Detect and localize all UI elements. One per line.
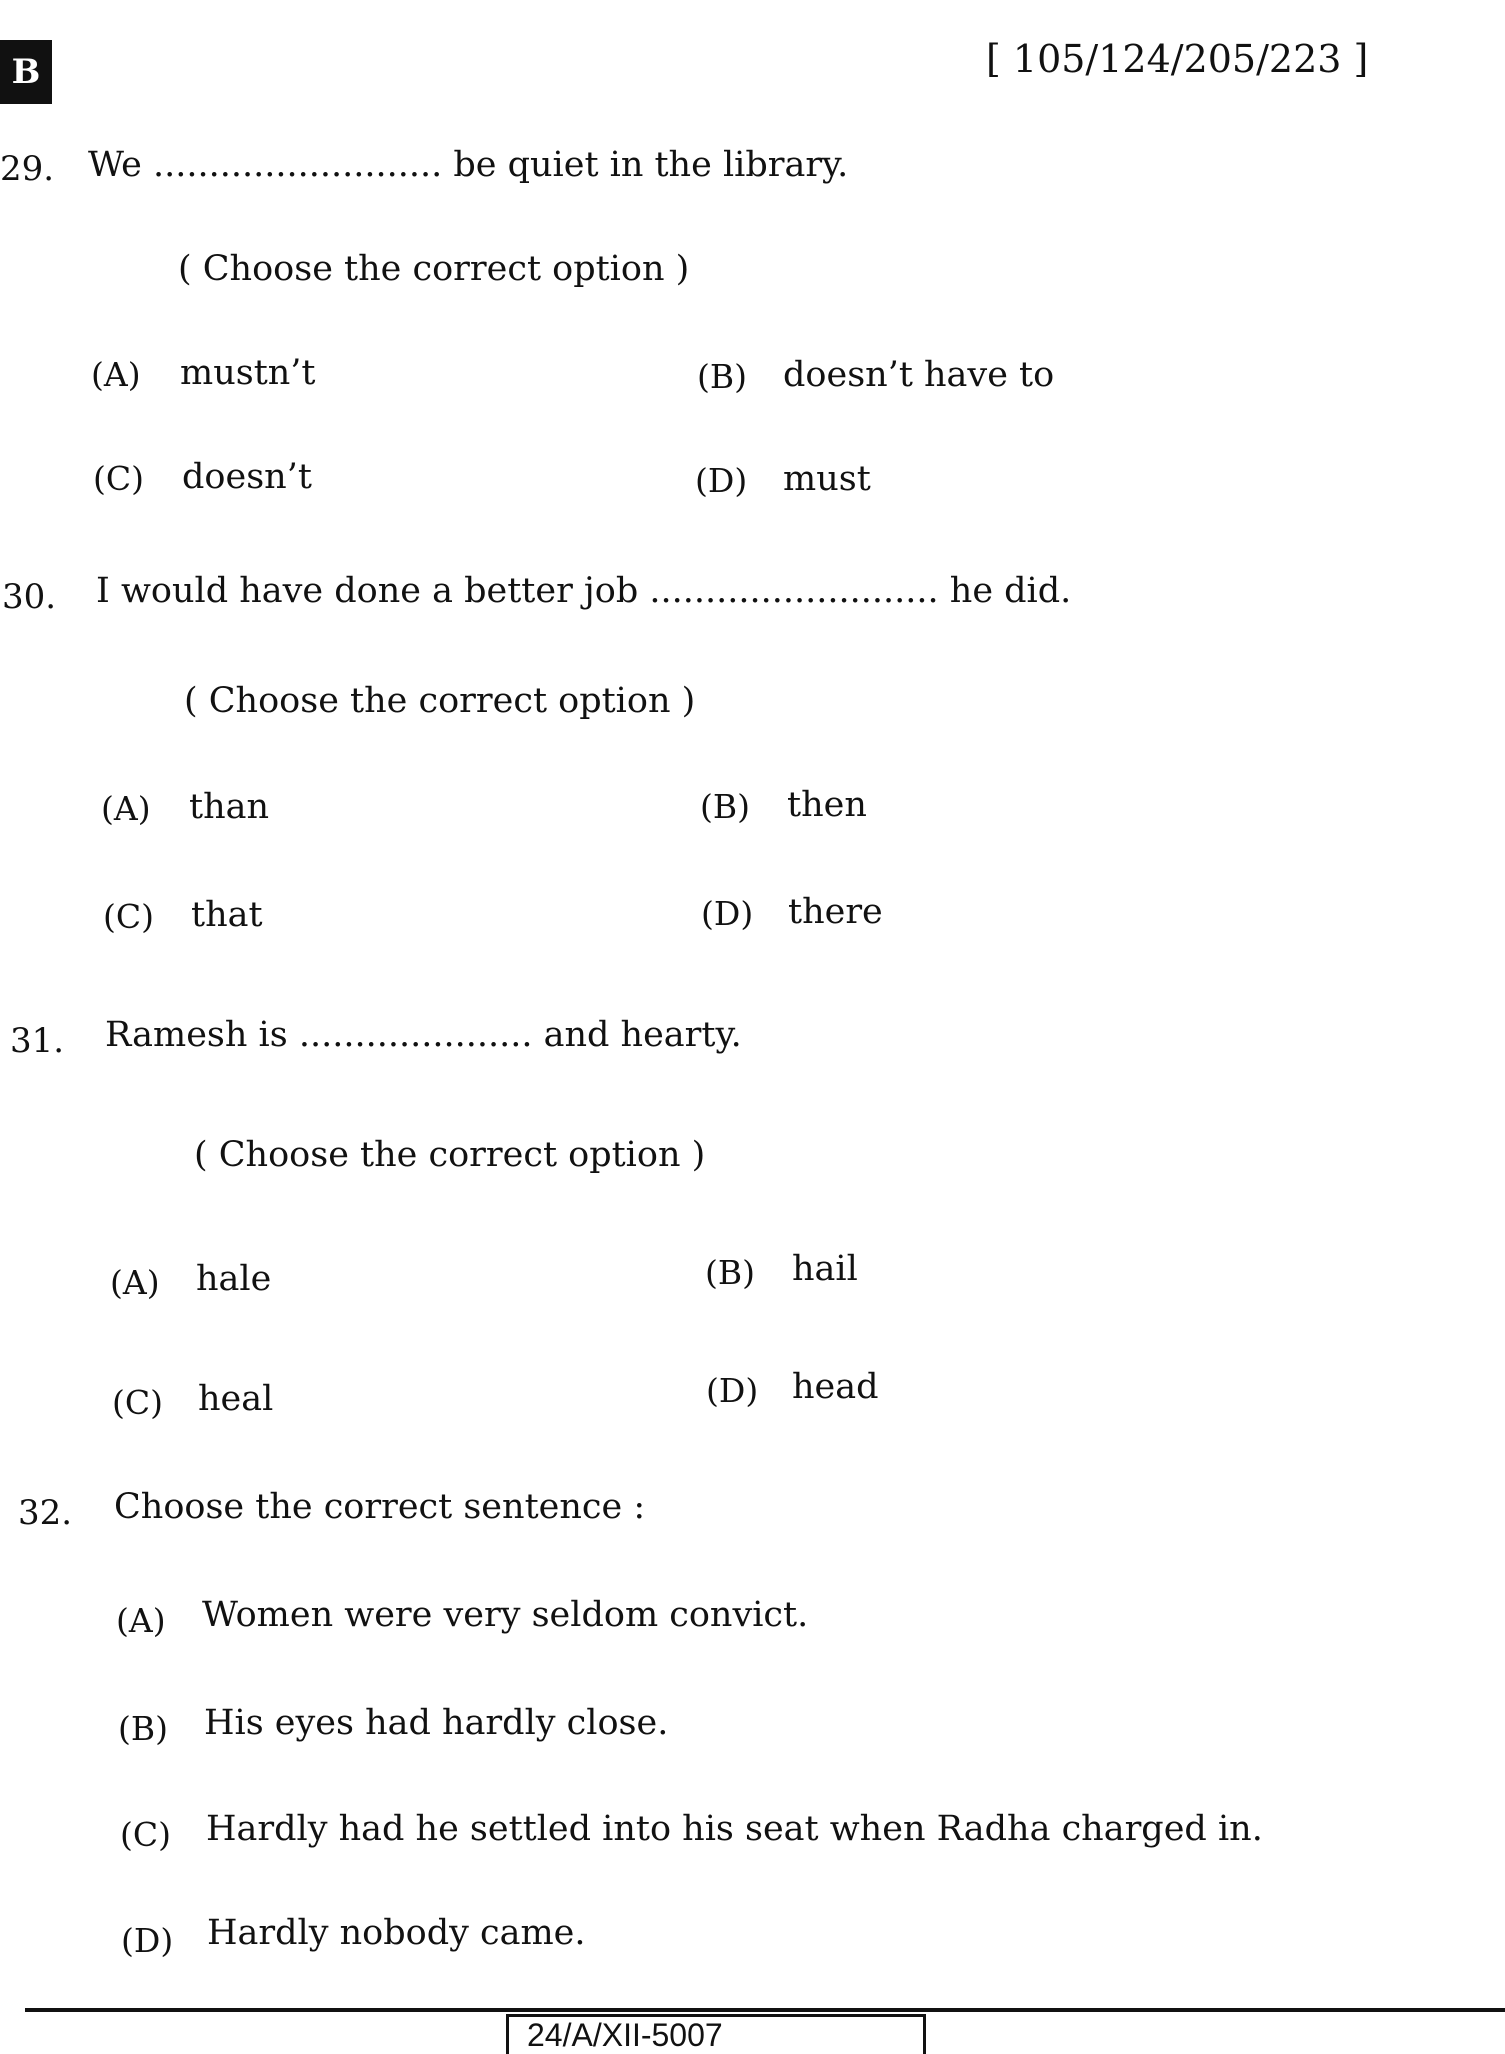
option-text: that xyxy=(191,895,263,935)
option-text: His eyes had hardly close. xyxy=(204,1703,669,1743)
option-text: than xyxy=(189,787,270,827)
option-text: Hardly had he settled into his seat when Radha charged in. xyxy=(206,1809,1263,1849)
option-text: head xyxy=(792,1367,879,1407)
option-label: (A) xyxy=(101,789,151,828)
option-label: (D) xyxy=(121,1921,174,1960)
question-stem: We .......................... be quiet in the library. xyxy=(88,145,849,185)
option-text: doesn’t xyxy=(182,457,312,497)
question-number: 31. xyxy=(10,1021,65,1061)
option-text: hale xyxy=(196,1259,272,1299)
set-badge: B xyxy=(0,40,52,104)
option-text: heal xyxy=(198,1379,274,1419)
instruction: ( Choose the correct option ) xyxy=(178,249,690,289)
option-text: hail xyxy=(792,1249,858,1289)
option-text: mustn’t xyxy=(180,353,316,393)
option-label: (D) xyxy=(695,461,748,500)
option-label: (A) xyxy=(116,1601,166,1640)
option-label: (D) xyxy=(701,894,754,933)
option-label: (B) xyxy=(697,357,747,396)
option-label: (C) xyxy=(120,1815,171,1854)
question-number: 30. xyxy=(2,577,57,617)
option-text: Hardly nobody came. xyxy=(207,1913,586,1953)
footer-code: 24/A/XII-5007 xyxy=(506,2014,926,2054)
option-text: Women were very seldom convict. xyxy=(202,1595,809,1635)
option-text: doesn’t have to xyxy=(783,355,1055,395)
question-stem: I would have done a better job .......................... he did. xyxy=(96,571,1072,611)
footer-rule xyxy=(25,2008,1505,2012)
question-stem: Choose the correct sentence : xyxy=(114,1487,646,1527)
option-label: (B) xyxy=(705,1253,755,1292)
instruction: ( Choose the correct option ) xyxy=(184,681,696,721)
option-label: (C) xyxy=(112,1383,163,1422)
option-label: (A) xyxy=(91,355,141,394)
paper-codes: [ 105/124/205/223 ] xyxy=(986,37,1369,81)
question-number: 32. xyxy=(18,1493,73,1533)
question-stem: Ramesh is ..................... and hearty. xyxy=(105,1015,742,1055)
instruction: ( Choose the correct option ) xyxy=(194,1135,706,1175)
option-text: must xyxy=(783,459,871,499)
question-number: 29. xyxy=(0,149,55,189)
option-text: then xyxy=(787,785,867,825)
option-label: (A) xyxy=(110,1263,160,1302)
option-text: there xyxy=(788,892,883,932)
option-label: (C) xyxy=(103,897,154,936)
option-label: (D) xyxy=(706,1371,759,1410)
option-label: (C) xyxy=(93,459,144,498)
option-label: (B) xyxy=(118,1709,168,1748)
option-label: (B) xyxy=(700,787,750,826)
